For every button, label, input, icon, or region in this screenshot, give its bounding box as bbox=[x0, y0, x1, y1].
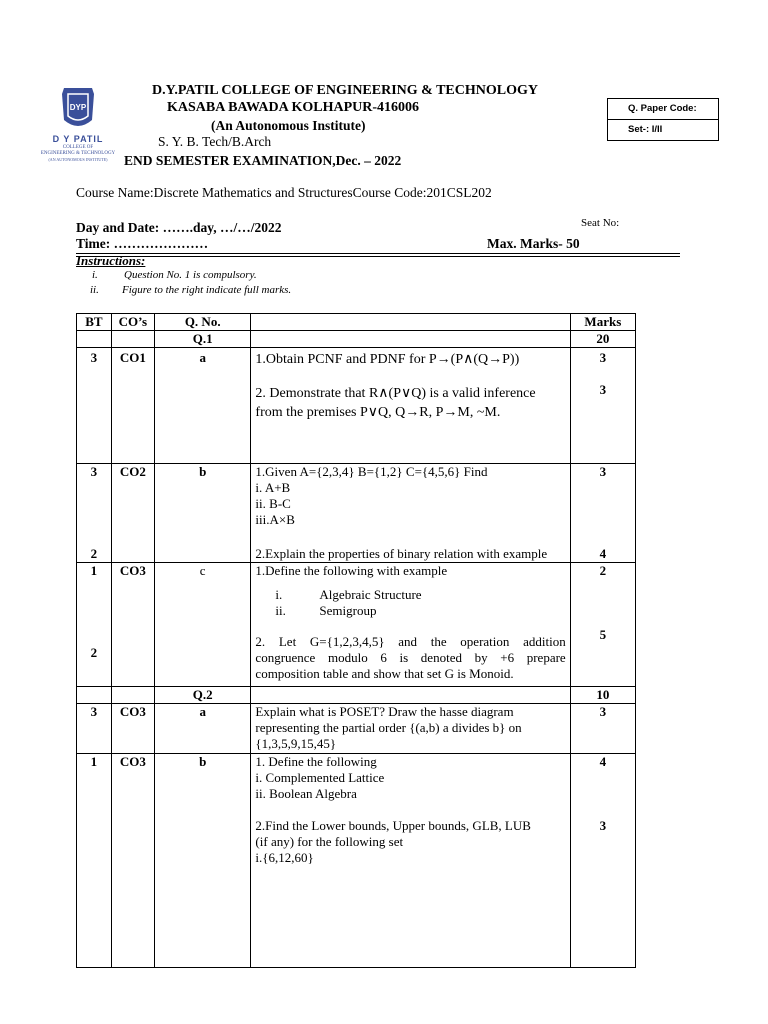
paper-code-label: Q. Paper Code: bbox=[628, 103, 697, 114]
q1c-mark2: 5 bbox=[599, 627, 607, 642]
table-row bbox=[77, 464, 636, 563]
q1a-question bbox=[251, 348, 570, 464]
logo-sub2: ENGINEERING & TECHNOLOGY bbox=[40, 151, 116, 156]
q1a-mark2: 3 bbox=[599, 382, 607, 397]
seat-no-label: Seat No: bbox=[581, 217, 620, 229]
paper-code-box bbox=[607, 98, 719, 141]
instruction-num: ii. bbox=[90, 284, 99, 296]
header-co: CO’s bbox=[111, 314, 154, 331]
q1c-item-i-text: Algebraic Structure bbox=[319, 587, 422, 602]
q1c-bt bbox=[77, 563, 112, 687]
table-header-row bbox=[77, 314, 636, 331]
logo-emblem-text: DYP bbox=[69, 103, 87, 112]
day-date: Day and Date: …….day, …/…/2022 bbox=[76, 220, 282, 235]
course-line: Course Name:Discrete Mathematics and StructuresCourse Code:201CSL202 bbox=[76, 185, 492, 200]
empty-cell bbox=[111, 331, 154, 348]
header-marks: Marks bbox=[570, 314, 635, 331]
table-row bbox=[77, 563, 636, 687]
q1c-qno: c bbox=[154, 563, 250, 687]
q1c-co: CO3 bbox=[111, 563, 154, 687]
q1c-item-i-num: i. bbox=[275, 587, 283, 602]
q1c-item-ii-num: ii. bbox=[275, 603, 286, 618]
q1a-qno: a bbox=[154, 348, 250, 464]
q2b-co: CO3 bbox=[111, 754, 154, 968]
q1c-item-ii bbox=[255, 603, 565, 619]
paper-set-label: Set-: I/II bbox=[608, 119, 718, 140]
q2b-item-i: i. Complemented Lattice bbox=[255, 770, 385, 785]
header-rule-bottom bbox=[76, 256, 680, 257]
q2a-bt: 3 bbox=[77, 704, 112, 754]
q1c-item-i bbox=[255, 587, 565, 603]
q1c-marks bbox=[570, 563, 635, 687]
q1b-marks bbox=[570, 464, 635, 563]
header-question bbox=[251, 314, 570, 331]
college-logo bbox=[38, 86, 118, 168]
questions-table bbox=[76, 313, 636, 968]
instruction-item bbox=[88, 284, 291, 296]
q1a-co: CO1 bbox=[111, 348, 154, 464]
q2b-line1: 1. Define the following bbox=[255, 754, 377, 769]
empty-cell bbox=[77, 687, 112, 704]
q1b-mark2: 4 bbox=[599, 546, 607, 561]
header-bt: BT bbox=[77, 314, 112, 331]
q2b-line2: 2.Find the Lower bounds, Upper bounds, GLB, LUB (if any) for the following set bbox=[255, 818, 531, 849]
q1b-bt bbox=[77, 464, 112, 563]
table-row bbox=[77, 687, 636, 704]
q2b-marks bbox=[570, 754, 635, 968]
q2b-bt: 1 bbox=[77, 754, 112, 968]
q1a-line2: 2. Demonstrate that R∧(P∨Q) is a valid inference from the premises P∨Q, Q→R, P→M, ~M. bbox=[255, 386, 536, 420]
q1a-mark1: 3 bbox=[599, 350, 607, 365]
header-qno: Q. No. bbox=[154, 314, 250, 331]
q2b-question bbox=[251, 754, 570, 968]
logo-sub1: COLLEGE OF bbox=[62, 145, 94, 150]
q1c-mark1: 2 bbox=[599, 563, 607, 578]
q1b-line2: 2.Explain the properties of binary relation with example bbox=[255, 546, 548, 561]
q1a-line1: 1.Obtain PCNF and PDNF for P→(P∧(Q→P)) bbox=[255, 352, 520, 367]
q1b-qno: b bbox=[154, 464, 250, 563]
table-row bbox=[77, 331, 636, 348]
q1b-item-iii: iii.A×B bbox=[255, 512, 295, 527]
q1a-marks bbox=[570, 348, 635, 464]
q2b-qno: b bbox=[154, 754, 250, 968]
q1-label: Q.1 bbox=[154, 331, 250, 348]
q1b-bt2: 2 bbox=[90, 546, 98, 561]
q1b-question bbox=[251, 464, 570, 563]
instruction-text: Figure to the right indicate full marks. bbox=[122, 284, 292, 296]
q1b-line1: 1.Given A={2,3,4} B={1,2} C={4,5,6} Find bbox=[255, 464, 488, 479]
empty-cell bbox=[251, 687, 570, 704]
q2-marks: 10 bbox=[570, 687, 635, 704]
q1c-bt2: 2 bbox=[90, 645, 98, 660]
empty-cell bbox=[111, 687, 154, 704]
instructions-title: Instructions: bbox=[76, 253, 146, 268]
table-row bbox=[77, 754, 636, 968]
instruction-num: i. bbox=[92, 269, 98, 281]
autonomous-label: (An Autonomous Institute) bbox=[211, 118, 366, 133]
q1b-co: CO2 bbox=[111, 464, 154, 563]
q2a-co: CO3 bbox=[111, 704, 154, 754]
empty-cell bbox=[77, 331, 112, 348]
table-row bbox=[77, 704, 636, 754]
max-marks: Max. Marks- 50 bbox=[487, 236, 580, 251]
instruction-text: Question No. 1 is compulsory. bbox=[124, 269, 257, 281]
q1c-item-ii-text: Semigroup bbox=[319, 603, 377, 618]
q1b-bt1: 3 bbox=[90, 464, 98, 479]
q1c-line2: 2. Let G={1,2,3,4,5} and the operation addition congruence modulo 6 is denoted by +6 prepare composition table and show that set G is Monoid. bbox=[255, 634, 566, 681]
q1a-bt: 3 bbox=[77, 348, 112, 464]
college-name: D.Y.PATIL COLLEGE OF ENGINEERING & TECHNOLOGY bbox=[152, 83, 538, 98]
exam-title: END SEMESTER EXAMINATION,Dec. – 2022 bbox=[124, 153, 402, 168]
q1c-question bbox=[251, 563, 570, 687]
q2a-qno: a bbox=[154, 704, 250, 754]
logo-sub3: (AN AUTONOMOUS INSTITUTE) bbox=[48, 157, 108, 162]
q2b-item-ii: ii. Boolean Algebra bbox=[255, 786, 357, 801]
q1-marks: 20 bbox=[570, 331, 635, 348]
q2b-set: i.{6,12,60} bbox=[255, 850, 314, 865]
q1c-line1: 1.Define the following with example bbox=[255, 563, 448, 578]
empty-cell bbox=[251, 331, 570, 348]
q2b-mark1: 4 bbox=[599, 754, 607, 769]
q1b-item-ii: ii. B-C bbox=[255, 496, 291, 511]
header-rule-top bbox=[76, 253, 680, 254]
instruction-item bbox=[88, 269, 257, 281]
college-address: KASABA BAWADA KOLHAPUR-416006 bbox=[167, 100, 420, 115]
time-label: Time: ………………… bbox=[76, 236, 209, 251]
q1c-bt1: 1 bbox=[90, 563, 98, 578]
q2b-mark2: 3 bbox=[599, 818, 607, 833]
program-label: S. Y. B. Tech/B.Arch bbox=[158, 134, 272, 149]
q1b-mark1: 3 bbox=[599, 464, 607, 479]
q2a-question: Explain what is POSET? Draw the hasse diagram representing the partial order {(a,b) a divides b} on {1,3,5,9,15,45} bbox=[251, 704, 570, 754]
table-row bbox=[77, 348, 636, 464]
q2a-marks: 3 bbox=[570, 704, 635, 754]
logo-brand: D Y PATIL bbox=[52, 134, 104, 144]
q2-label: Q.2 bbox=[154, 687, 250, 704]
q1b-item-i: i. A+B bbox=[255, 480, 291, 495]
